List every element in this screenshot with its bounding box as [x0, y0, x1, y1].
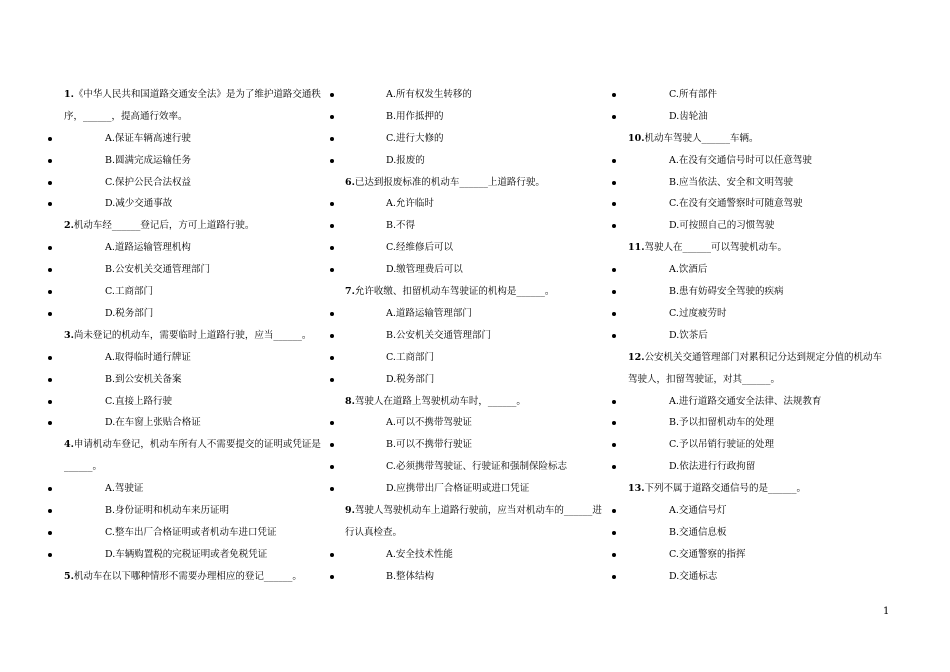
- answer-option-text: D.车辆购置税的完税证明或者免税凭证: [105, 548, 268, 560]
- answer-option: [64, 544, 326, 566]
- bullet-icon: [48, 356, 52, 360]
- answer-option: [64, 478, 326, 500]
- answer-option: [345, 369, 607, 391]
- bullet-icon: [612, 290, 616, 294]
- bullet-icon: [612, 465, 616, 469]
- answer-option: [345, 566, 607, 588]
- answer-option: [345, 544, 607, 566]
- answer-option: [628, 412, 890, 434]
- answer-option: [628, 325, 890, 347]
- answer-option-text: A.道路运输管理部门: [386, 307, 472, 319]
- column-3: [628, 84, 890, 588]
- answer-option: [64, 150, 326, 172]
- answer-option: [628, 566, 890, 588]
- answer-option-text: D.税务部门: [386, 373, 435, 385]
- bullet-icon: [48, 290, 52, 294]
- question-text: [64, 215, 326, 237]
- bullet-icon: [330, 465, 334, 469]
- answer-option-text: C.经维修后可以: [386, 242, 453, 254]
- question-text: [628, 478, 890, 500]
- question-number: 4.: [64, 439, 74, 451]
- bullet-icon: [612, 224, 616, 228]
- answer-option-text: D.缴管理费后可以: [386, 264, 463, 276]
- bullet-icon: [612, 202, 616, 206]
- question-number: 8.: [345, 395, 355, 407]
- answer-option-text: C.直接上路行驶: [105, 395, 172, 407]
- answer-option: [345, 150, 607, 172]
- question-stem: 允许收缴、扣留机动车驾驶证的机构是______。: [354, 286, 555, 298]
- answer-option-text: D.税务部门: [105, 307, 154, 319]
- answer-option: [64, 412, 326, 434]
- answer-option-text: D.可按照自己的习惯驾驶: [669, 220, 775, 232]
- answer-option: [628, 172, 890, 194]
- answer-option: [345, 412, 607, 434]
- question-text: [345, 500, 607, 544]
- question-text: [64, 84, 326, 128]
- answer-option: [345, 325, 607, 347]
- bullet-icon: [330, 378, 334, 382]
- question-text: [628, 347, 890, 391]
- question-number: 9.: [345, 504, 355, 516]
- answer-option: [345, 303, 607, 325]
- answer-option: [345, 347, 607, 369]
- answer-option: [345, 106, 607, 128]
- question-text: [628, 128, 890, 150]
- answer-option: [628, 193, 890, 215]
- column-2: [345, 84, 607, 588]
- answer-option-text: A.保证车辆高速行驶: [105, 132, 191, 144]
- bullet-icon: [48, 268, 52, 272]
- bullet-icon: [330, 137, 334, 141]
- bullet-icon: [330, 443, 334, 447]
- answer-option-text: D.报废的: [386, 154, 425, 166]
- answer-option-text: A.所有权发生转移的: [386, 89, 472, 100]
- question-number: 3.: [64, 329, 74, 341]
- question-stem: 机动车驾驶人______车辆。: [644, 132, 759, 144]
- answer-option-text: C.所有部件: [669, 89, 717, 100]
- question-text: [345, 391, 607, 413]
- answer-option: [628, 434, 890, 456]
- answer-option: [345, 215, 607, 237]
- bullet-icon: [48, 509, 52, 513]
- answer-option: [64, 303, 326, 325]
- answer-option-text: C.过度疲劳时: [669, 307, 727, 319]
- bullet-icon: [48, 202, 52, 206]
- answer-option: [628, 84, 890, 106]
- answer-option: [345, 259, 607, 281]
- answer-option: [628, 106, 890, 128]
- bullet-icon: [612, 421, 616, 425]
- answer-option-text: D.在车窗上张贴合格证: [105, 417, 201, 429]
- answer-option-text: C.在没有交通警察时可随意驾驶: [669, 198, 803, 210]
- question-text: [345, 281, 607, 303]
- bullet-icon: [330, 312, 334, 316]
- answer-option-text: A.进行道路交通安全法律、法规教育: [669, 395, 822, 407]
- bullet-icon: [330, 356, 334, 360]
- answer-option-text: B.不得: [386, 220, 416, 232]
- answer-option-text: C.保护公民合法权益: [105, 176, 191, 188]
- answer-option-text: B.交通信息板: [669, 526, 727, 538]
- answer-option: [628, 215, 890, 237]
- bullet-icon: [612, 268, 616, 272]
- bullet-icon: [330, 93, 334, 97]
- bullet-icon: [330, 268, 334, 272]
- answer-option: [64, 500, 326, 522]
- bullet-icon: [330, 246, 334, 250]
- bullet-icon: [612, 312, 616, 316]
- answer-option-text: B.可以不携带行驶证: [386, 439, 473, 451]
- bullet-icon: [48, 246, 52, 250]
- question-number: 1.: [64, 89, 74, 100]
- question-text: [345, 172, 607, 194]
- bullet-icon: [330, 159, 334, 163]
- bullet-icon: [48, 137, 52, 141]
- answer-option-text: A.交通信号灯: [669, 505, 727, 516]
- question-stem: 驾驶人在______可以驾驶机动车。: [644, 242, 788, 254]
- question-number: 6.: [345, 176, 355, 188]
- bullet-icon: [612, 443, 616, 447]
- question-stem: 《中华人民共和国道路交通安全法》是为了维护道路交通秩序，______，提高通行效率。: [64, 89, 321, 122]
- question-number: 11.: [628, 242, 645, 254]
- question-number: 10.: [628, 132, 645, 144]
- answer-option: [345, 478, 607, 500]
- bullet-icon: [612, 181, 616, 185]
- bullet-icon: [612, 509, 616, 513]
- bullet-icon: [330, 553, 334, 557]
- bullet-icon: [48, 531, 52, 535]
- question-stem: 驾驶人驾驶机动车上道路行驶前，应当对机动车的______进行认真检查。: [345, 504, 602, 538]
- question-number: 13.: [628, 483, 645, 495]
- answer-option: [64, 391, 326, 413]
- answer-option-text: C.整车出厂合格证明或者机动车进口凭证: [105, 526, 277, 538]
- bullet-icon: [330, 202, 334, 206]
- answer-option-text: D.依法进行行政拘留: [669, 461, 756, 473]
- answer-option-text: A.在没有交通信号时可以任意驾驶: [669, 154, 812, 166]
- question-stem: 已达到报废标准的机动车______上道路行驶。: [354, 176, 545, 188]
- answer-option-text: C.交通警察的指挥: [669, 548, 746, 560]
- answer-option: [64, 369, 326, 391]
- answer-option-text: D.减少交通事故: [105, 198, 173, 210]
- answer-option: [628, 150, 890, 172]
- question-text: [64, 434, 326, 478]
- bullet-icon: [48, 553, 52, 557]
- bullet-icon: [48, 312, 52, 316]
- answer-option: [64, 281, 326, 303]
- answer-option-text: B.应当依法、安全和文明驾驶: [669, 176, 794, 188]
- bullet-icon: [612, 115, 616, 119]
- question-stem: 尚未登记的机动车，需要临时上道路行驶，应当______。: [73, 329, 312, 341]
- answer-option: [64, 237, 326, 259]
- answer-option-text: B.予以扣留机动车的处理: [669, 417, 775, 429]
- answer-option-text: B.圆满完成运输任务: [105, 154, 192, 166]
- answer-option: [628, 456, 890, 478]
- answer-option-text: A.道路运输管理机构: [105, 242, 191, 254]
- question-text: [64, 325, 326, 347]
- answer-option-text: D.交通标志: [669, 570, 718, 582]
- question-stem: 机动车经______登记后，方可上道路行驶。: [73, 220, 255, 232]
- question-stem: 下列不属于道路交通信号的是______。: [644, 483, 807, 495]
- answer-option: [628, 500, 890, 522]
- bullet-icon: [48, 421, 52, 425]
- question-stem: 申请机动车登记，机动车所有人不需要提交的证明或凭证是______。: [64, 439, 321, 473]
- bullet-icon: [612, 159, 616, 163]
- bullet-icon: [330, 421, 334, 425]
- answer-option: [64, 347, 326, 369]
- column-1: [64, 84, 326, 588]
- answer-option: [345, 84, 607, 106]
- bullet-icon: [48, 487, 52, 491]
- answer-option: [345, 434, 607, 456]
- bullet-icon: [612, 553, 616, 557]
- question-number: 5.: [64, 570, 74, 582]
- bullet-icon: [330, 224, 334, 228]
- answer-option-text: A.驾驶证: [105, 483, 144, 495]
- bullet-icon: [330, 334, 334, 338]
- answer-option: [345, 193, 607, 215]
- answer-option: [628, 544, 890, 566]
- bullet-icon: [612, 334, 616, 338]
- answer-option: [628, 303, 890, 325]
- bullet-icon: [48, 378, 52, 382]
- answer-option-text: A.取得临时通行牌证: [105, 351, 191, 363]
- answer-option: [345, 237, 607, 259]
- question-text: [628, 237, 890, 259]
- answer-option-text: B.到公安机关备案: [105, 373, 182, 385]
- answer-option: [628, 522, 890, 544]
- bullet-icon: [48, 159, 52, 163]
- answer-option-text: D.应携带出厂合格证明或进口凭证: [386, 483, 530, 495]
- answer-option-text: B.身份证明和机动车来历证明: [105, 505, 230, 517]
- answer-option-text: C.予以吊销行驶证的处理: [669, 439, 774, 451]
- answer-option-text: C.进行大修的: [386, 132, 444, 144]
- question-stem: 机动车在以下哪种情形不需要办理相应的登记______。: [73, 570, 302, 582]
- answer-option-text: D.齿轮油: [669, 110, 708, 122]
- answer-option-text: C.必须携带驾驶证、行驶证和强制保险标志: [386, 461, 567, 473]
- answer-option: [628, 391, 890, 413]
- question-number: 7.: [345, 286, 355, 298]
- answer-option: [345, 456, 607, 478]
- page-number: 1: [883, 606, 890, 617]
- answer-option: [64, 172, 326, 194]
- bullet-icon: [330, 115, 334, 119]
- answer-option: [628, 281, 890, 303]
- bullet-icon: [612, 575, 616, 579]
- bullet-icon: [48, 400, 52, 404]
- answer-option-text: B.患有妨碍安全驾驶的疾病: [669, 286, 784, 298]
- answer-option-text: B.用作抵押的: [386, 110, 444, 122]
- bullet-icon: [612, 93, 616, 97]
- answer-option: [64, 193, 326, 215]
- answer-option: [64, 259, 326, 281]
- answer-option-text: A.可以不携带驾驶证: [386, 417, 472, 429]
- bullet-icon: [612, 400, 616, 404]
- question-stem: 公安机关交通管理部门对累积记分达到规定分值的机动车驾驶人，扣留驾驶证，对其______。: [628, 351, 883, 385]
- bullet-icon: [330, 575, 334, 579]
- bullet-icon: [48, 181, 52, 185]
- question-number: 12.: [628, 351, 645, 363]
- bullet-icon: [330, 487, 334, 491]
- answer-option: [628, 259, 890, 281]
- answer-option: [345, 128, 607, 150]
- answer-option-text: D.饮茶后: [669, 329, 708, 341]
- answer-option-text: C.工商部门: [386, 351, 434, 363]
- answer-option-text: A.安全技术性能: [386, 548, 453, 560]
- answer-option: [64, 128, 326, 150]
- answer-option-text: A.饮酒后: [669, 264, 708, 276]
- answer-option-text: C.工商部门: [105, 286, 153, 298]
- answer-option-text: B.公安机关交通管理部门: [386, 329, 492, 341]
- bullet-icon: [612, 531, 616, 535]
- answer-option-text: A.允许临时: [386, 198, 434, 210]
- question-text: [64, 566, 326, 588]
- question-number: 2.: [64, 220, 74, 232]
- question-stem: 驾驶人在道路上驾驶机动车时，______。: [354, 395, 526, 407]
- answer-option-text: B.公安机关交通管理部门: [105, 264, 211, 276]
- answer-option-text: B.整体结构: [386, 570, 435, 582]
- answer-option: [64, 522, 326, 544]
